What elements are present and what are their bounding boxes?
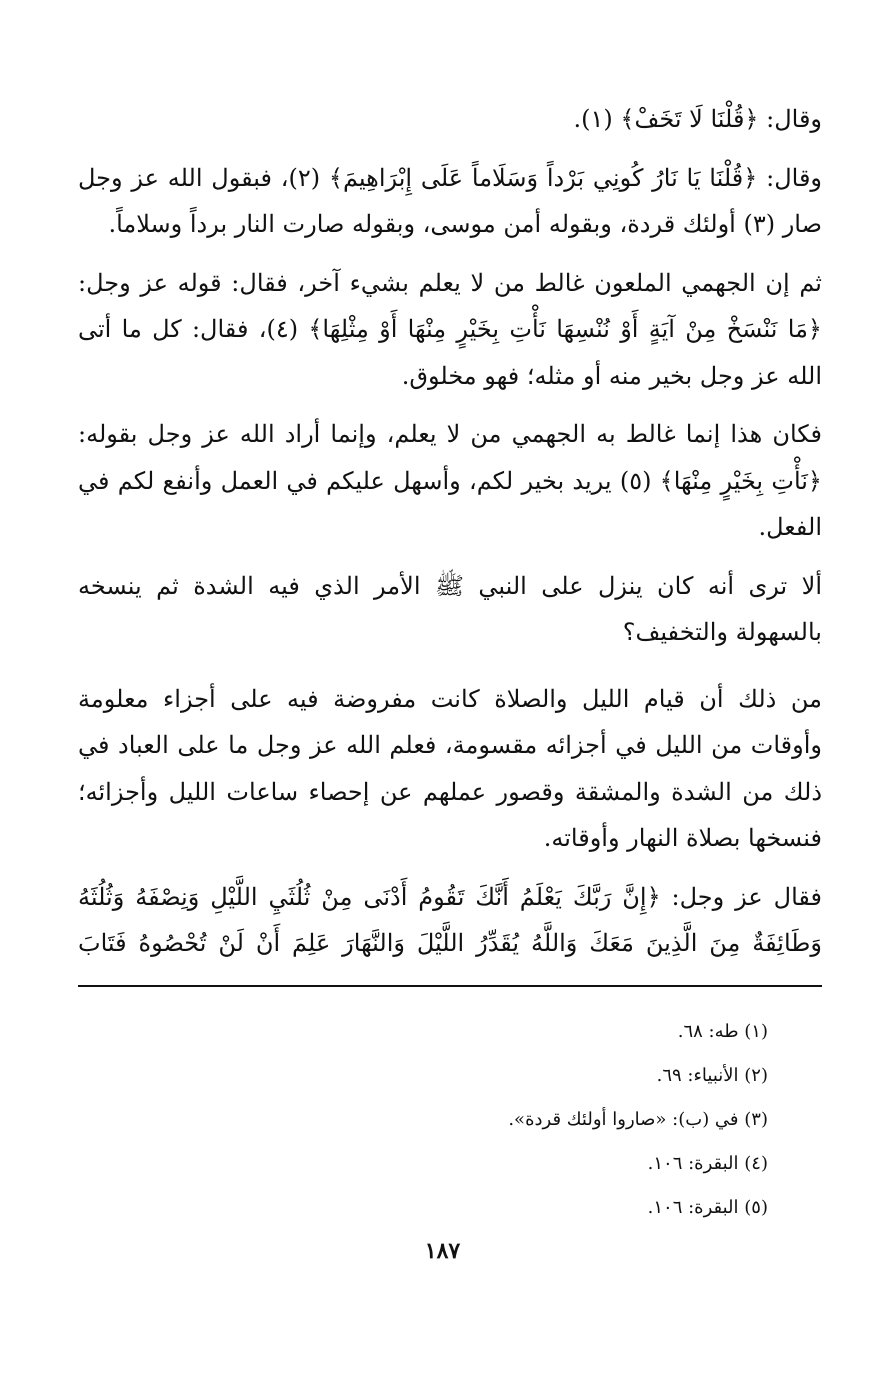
footnote-separator (78, 985, 822, 987)
footnote-5: (٥) البقرة: ١٠٦. (647, 1197, 768, 1218)
paragraph-3: ثم إن الجهمي الملعون غالط من لا يعلم بشيء آخر، فقال: قوله عز وجل: ﴿مَا نَنْسَخْ مِنْ آيَةٍ أَوْ نُنْسِهَا نَأْتِ بِخَيْرٍ مِنْهَا أَوْ مِثْلِهَا﴾ (٤)، فقال: كل ما أتى الله عز وجل بخير منه أو مثله؛ فهو مخلوق. (78, 268, 822, 390)
footnote-3: (٣) في (ب): «صاروا أولئك قردة». (508, 1109, 768, 1130)
footnote-2: (٢) الأنبياء: ٦٩. (656, 1065, 768, 1086)
paragraph-5: ألا ترى أنه كان ينزل على النبي ﷺ الأمر الذي فيه الشدة ثم ينسخه بالسهولة والتخفيف؟ (78, 571, 822, 646)
footnote-1: (١) طه: ٦٨. (677, 1021, 768, 1042)
paragraph-7: فقال عز وجل: ﴿إِنَّ رَبَّكَ يَعْلَمُ أَنَّكَ تَقُومُ أَدْنَى مِنْ ثُلُثَيِ اللَّيْلِ وَنِصْفَهُ وَثُلُثَهُ وَطَائِفَةٌ مِنَ الَّذِينَ مَعَكَ وَاللَّهُ يُقَدِّرُ اللَّيْلَ وَالنَّهَارَ عَلِمَ أَنْ لَنْ تُحْصُوهُ فَتَابَ (78, 882, 822, 957)
footnotes (78, 1010, 768, 1230)
paragraph-6: من ذلك أن قيام الليل والصلاة كانت مفروضة فيه على أجزاء معلومة وأوقات من الليل في أجزائه مقسومة، فعلم الله عز وجل ما على العباد في ذلك من الشدة والمشقة وقصور عملهم عن إحصاء ساعات الليل وأجزائه؛ فنسخها بصلاة النهار وأوقاته. (78, 684, 822, 852)
paragraph-4: فكان هذا إنما غالط به الجهمي من لا يعلم، وإنما أراد الله عز وجل بقوله: ﴿نَأْتِ بِخَيْرٍ مِنْهَا﴾ (٥) يريد بخير لكم، وأسهل عليكم في العمل وأنفع لكم في الفعل. (78, 420, 822, 541)
paragraph-2: وقال: ﴿قُلْنَا يَا نَارُ كُونِي بَرْداً وَسَلَاماً عَلَى إِبْرَاهِيمَ﴾ (٢)، فبقول الله عز وجل صار (٣) أولئك قردة، وبقوله أمن موسى، وبقوله صارت النار برداً وسلاماً. (78, 163, 823, 238)
paragraph-1: وقال: ﴿قُلْنَا لَا تَخَفْ﴾ (١). (573, 105, 822, 133)
book-page-body (78, 96, 822, 967)
page-number: ١٨٧ (424, 1238, 461, 1264)
footnote-4: (٤) البقرة: ١٠٦. (647, 1153, 768, 1174)
